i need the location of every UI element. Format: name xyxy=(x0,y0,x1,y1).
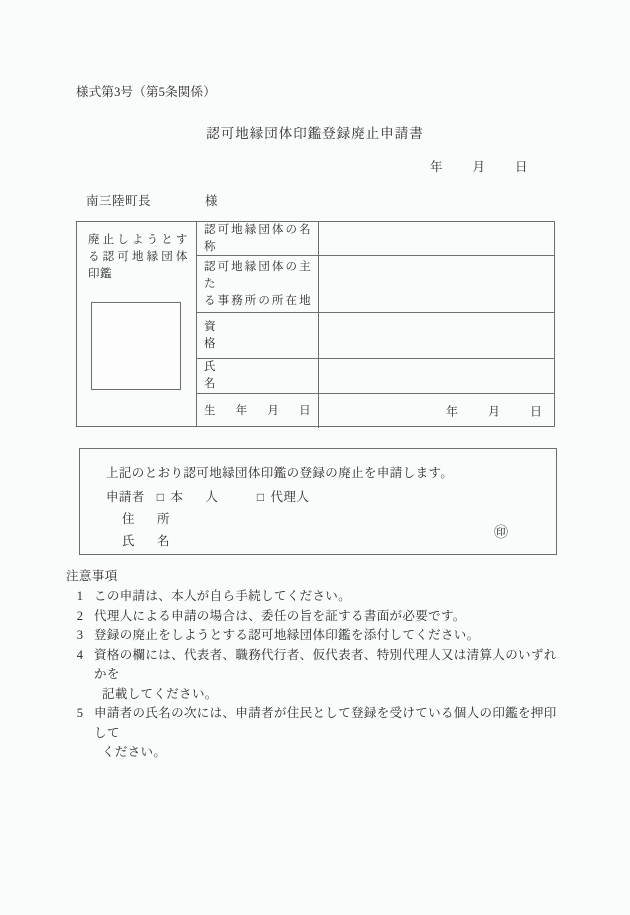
option-label-agent: 代理人 xyxy=(270,490,310,504)
notes-section xyxy=(66,566,566,763)
seal-column-caption xyxy=(88,232,188,283)
note-text-line-2: 記載してください。 xyxy=(102,686,218,701)
note-number: 1 xyxy=(76,589,84,603)
row-value-qualification[interactable] xyxy=(319,313,554,358)
row-label-office-address xyxy=(197,256,319,312)
date-year-label: 年 xyxy=(430,160,443,174)
addressee-honorific: 様 xyxy=(205,194,219,208)
applicant-address-label: 住 所 xyxy=(122,512,175,526)
application-statement-box xyxy=(79,448,557,555)
table-rows xyxy=(197,222,554,426)
row-label-line-1: 認可地縁団体の名称 xyxy=(204,223,311,253)
list-item xyxy=(66,587,566,607)
row-label-group-name xyxy=(197,222,319,255)
seal-caption-line-1: 廃止しようとす xyxy=(88,234,188,246)
date-month-label: 月 xyxy=(472,160,486,174)
note-number: 3 xyxy=(76,628,84,642)
row-label-line-1: 生 年 月 日 xyxy=(204,404,311,417)
table-row xyxy=(197,222,554,256)
row-label-line-2: る事務所の所在地 xyxy=(204,294,311,307)
checkbox-self[interactable]: □ xyxy=(156,490,165,504)
row-label-person-name xyxy=(197,359,319,393)
seal-column xyxy=(77,222,197,426)
list-item xyxy=(66,646,566,705)
row-value-office-address[interactable] xyxy=(319,256,554,312)
note-text-line-1: 申請者の氏名の次には、申請者が住民として登録を受けている個人の印鑑を押印して xyxy=(94,706,557,740)
note-text-line-1: 資格の欄には、代表者、職務代行者、仮代表者、特別代理人又は清算人のいずれかを xyxy=(94,647,557,681)
submission-date-line xyxy=(430,157,528,175)
notes-title: 注意事項 xyxy=(66,569,118,583)
seal-impression-box[interactable] xyxy=(91,302,181,390)
note-text xyxy=(94,646,566,705)
note-text xyxy=(94,587,566,607)
table-row xyxy=(197,394,554,428)
addressee-office: 南三陸町長 xyxy=(86,194,152,208)
list-item xyxy=(66,704,566,763)
table-row xyxy=(197,359,554,394)
row-label-birth-date xyxy=(197,394,319,428)
row-value-person-name[interactable] xyxy=(319,359,554,393)
checkbox-agent[interactable]: □ xyxy=(256,490,265,504)
seal-caption-line-2: る認可地縁団体 xyxy=(88,251,188,263)
note-text xyxy=(94,607,566,627)
birth-date-placeholder xyxy=(446,403,542,420)
form-code-label: 様式第3号（第5条関係） xyxy=(76,85,216,99)
seal-caption-line-3: 印鑑 xyxy=(88,268,113,280)
note-number: 5 xyxy=(76,706,84,720)
note-text-line-2: ください。 xyxy=(102,745,167,759)
birth-year-label: 年 xyxy=(445,404,458,419)
row-value-group-name[interactable] xyxy=(319,222,554,255)
note-text xyxy=(94,626,566,646)
seal-stamp-icon: ㊞ xyxy=(494,526,508,541)
note-text-line-1: 代理人による申請の場合は、委任の旨を証する書面が必要です。 xyxy=(94,608,466,623)
row-label-line-1: 資 格 xyxy=(204,320,300,350)
date-day-label: 日 xyxy=(515,160,528,174)
note-text-line-1: この申請は、本人が自ら手続してください。 xyxy=(94,589,352,603)
applicant-name-label: 氏 名 xyxy=(122,534,175,548)
birth-month-label: 月 xyxy=(487,404,500,419)
applicant-label: 申請者 xyxy=(106,490,145,504)
applicant-type-row xyxy=(106,487,309,505)
row-value-birth-date[interactable] xyxy=(319,394,554,428)
statement-text: 上記のとおり認可地縁団体印鑑の登録の廃止を申請します。 xyxy=(106,466,454,480)
note-text xyxy=(94,704,566,763)
document-title: 認可地縁団体印鑑登録廃止申請書 xyxy=(206,126,424,141)
addressee-line xyxy=(86,191,218,209)
row-label-line-1: 氏 名 xyxy=(204,361,300,390)
table-row xyxy=(197,256,554,313)
note-number: 2 xyxy=(76,608,84,623)
note-number: 4 xyxy=(76,647,84,662)
applicant-info-table xyxy=(76,221,555,427)
table-row xyxy=(197,313,554,359)
list-item xyxy=(66,607,566,627)
row-label-qualification xyxy=(197,313,319,358)
note-text-line-1: 登録の廃止をしようとする認可地縁団体印鑑を添付してください。 xyxy=(94,628,480,642)
birth-day-label: 日 xyxy=(529,404,542,419)
option-label-self: 本 人 xyxy=(170,490,223,504)
list-item xyxy=(66,626,566,646)
row-label-line-1: 認可地縁団体の主た xyxy=(204,260,311,290)
